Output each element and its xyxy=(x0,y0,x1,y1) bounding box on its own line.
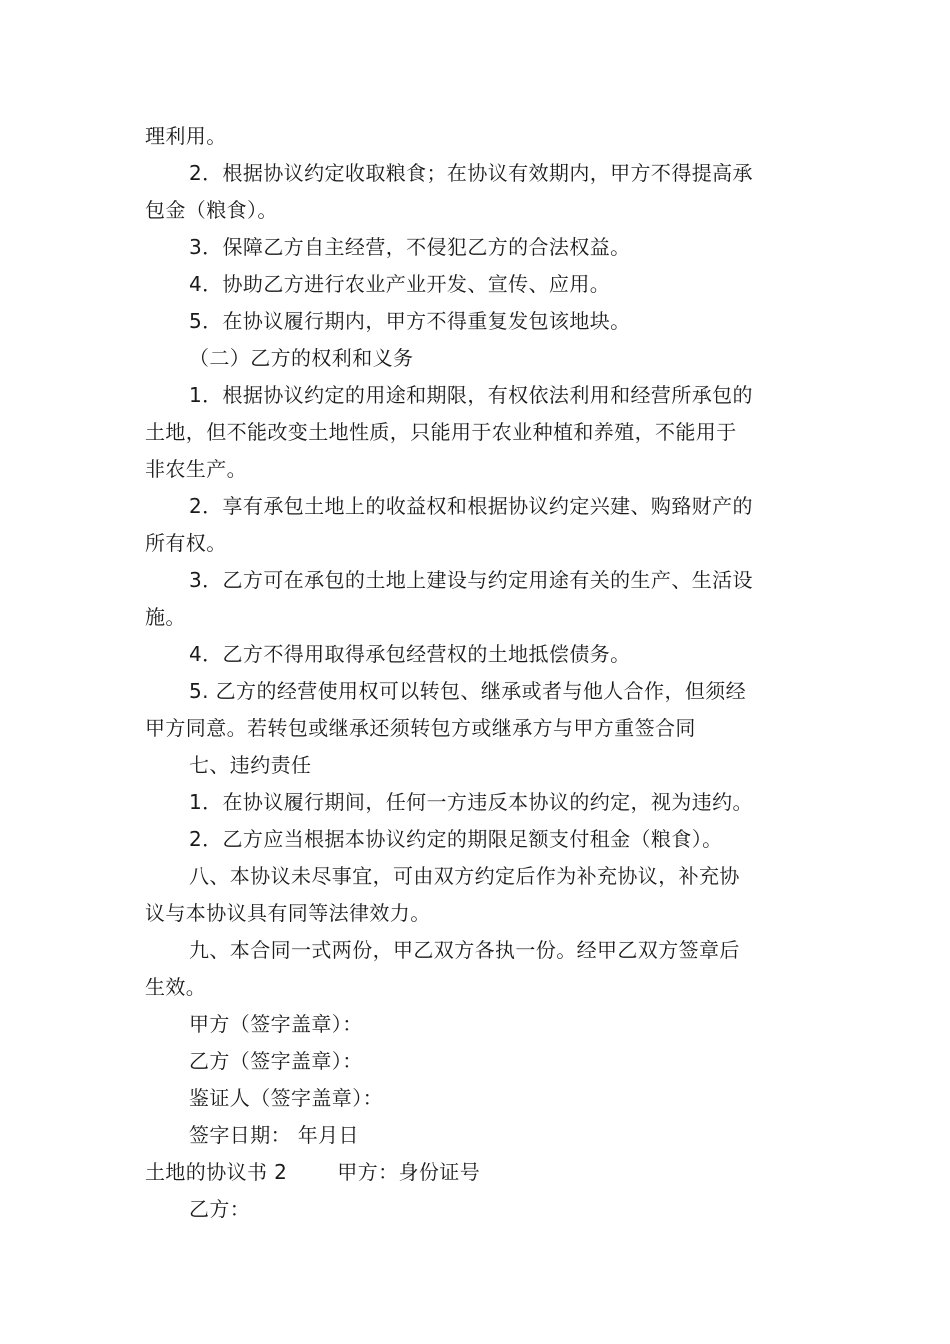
section-heading-line xyxy=(145,1154,807,1191)
text-line: 2．根据协议约定收取粮食；在协议有效期内，甲方不得提高承 xyxy=(189,161,753,185)
text-line: 生效。 xyxy=(145,975,207,999)
text-line: （二）乙方的权利和义务 xyxy=(189,346,414,370)
document-page xyxy=(145,118,807,1228)
text-line: 理利用。 xyxy=(145,124,227,148)
text-line: 3．保障乙方自主经营，不侵犯乙方的合法权益。 xyxy=(189,235,631,259)
text-line: 包金（粮食）。 xyxy=(145,198,278,222)
text-line: 4．协助乙方进行农业产业开发、宣传、应用。 xyxy=(189,272,611,296)
text-line: 甲方（签字盖章）： xyxy=(189,1012,363,1036)
text-line: 2．乙方应当根据本协议约定的期限足额支付租金（粮食）。 xyxy=(189,827,723,851)
document-body xyxy=(145,118,807,1154)
text-line: 乙方（签字盖章）： xyxy=(189,1049,363,1073)
text-line: 非农生产。 xyxy=(145,457,247,481)
text-line: 4．乙方不得用取得承包经营权的土地抵偿债务。 xyxy=(189,642,631,666)
text-line: 3．乙方可在承包的土地上建设与约定用途有关的生产、生活设 xyxy=(189,568,753,592)
text-line: 所有权。 xyxy=(145,531,227,555)
second-agreement-title: 土地的协议书 2 xyxy=(145,1160,288,1184)
text-line: 土地，但不能改变土地性质，只能用于农业种植和养殖，不能用于 xyxy=(145,420,737,444)
text-line: 施。 xyxy=(145,605,186,629)
text-line: 1．在协议履行期间，任何一方违反本协议的约定，视为违约。 xyxy=(189,790,753,814)
text-line: 1．根据协议约定的用途和期限，有权依法利用和经营所承包的 xyxy=(189,383,753,407)
text-line: 七、违约责任 xyxy=(189,753,312,777)
text-line: 签字日期： 年月日 xyxy=(189,1123,359,1147)
party-b-label: 乙方： xyxy=(189,1197,251,1221)
text-line: 5．在协议履行期内，甲方不得重复发包该地块。 xyxy=(189,309,631,333)
text-line: 5. 乙方的经营使用权可以转包、继承或者与他人合作，但须经 xyxy=(189,679,747,703)
text-line: 2．享有承包土地上的收益权和根据协议约定兴建、购臵财产的 xyxy=(189,494,753,518)
text-line: 九、本合同一式两份，甲乙双方各执一份。经甲乙双方签章后 xyxy=(189,938,740,962)
text-line: 甲方同意。若转包或继承还须转包方或继承方与甲方重签合同 xyxy=(145,716,696,740)
text-line: 八、本协议未尽事宜，可由双方约定后作为补充协议，补充协 xyxy=(189,864,740,888)
party-a-id-label: 甲方：身份证号 xyxy=(337,1160,481,1184)
text-line: 鉴证人（签字盖章）： xyxy=(189,1086,383,1110)
text-line: 议与本协议具有同等法律效力。 xyxy=(145,901,431,925)
